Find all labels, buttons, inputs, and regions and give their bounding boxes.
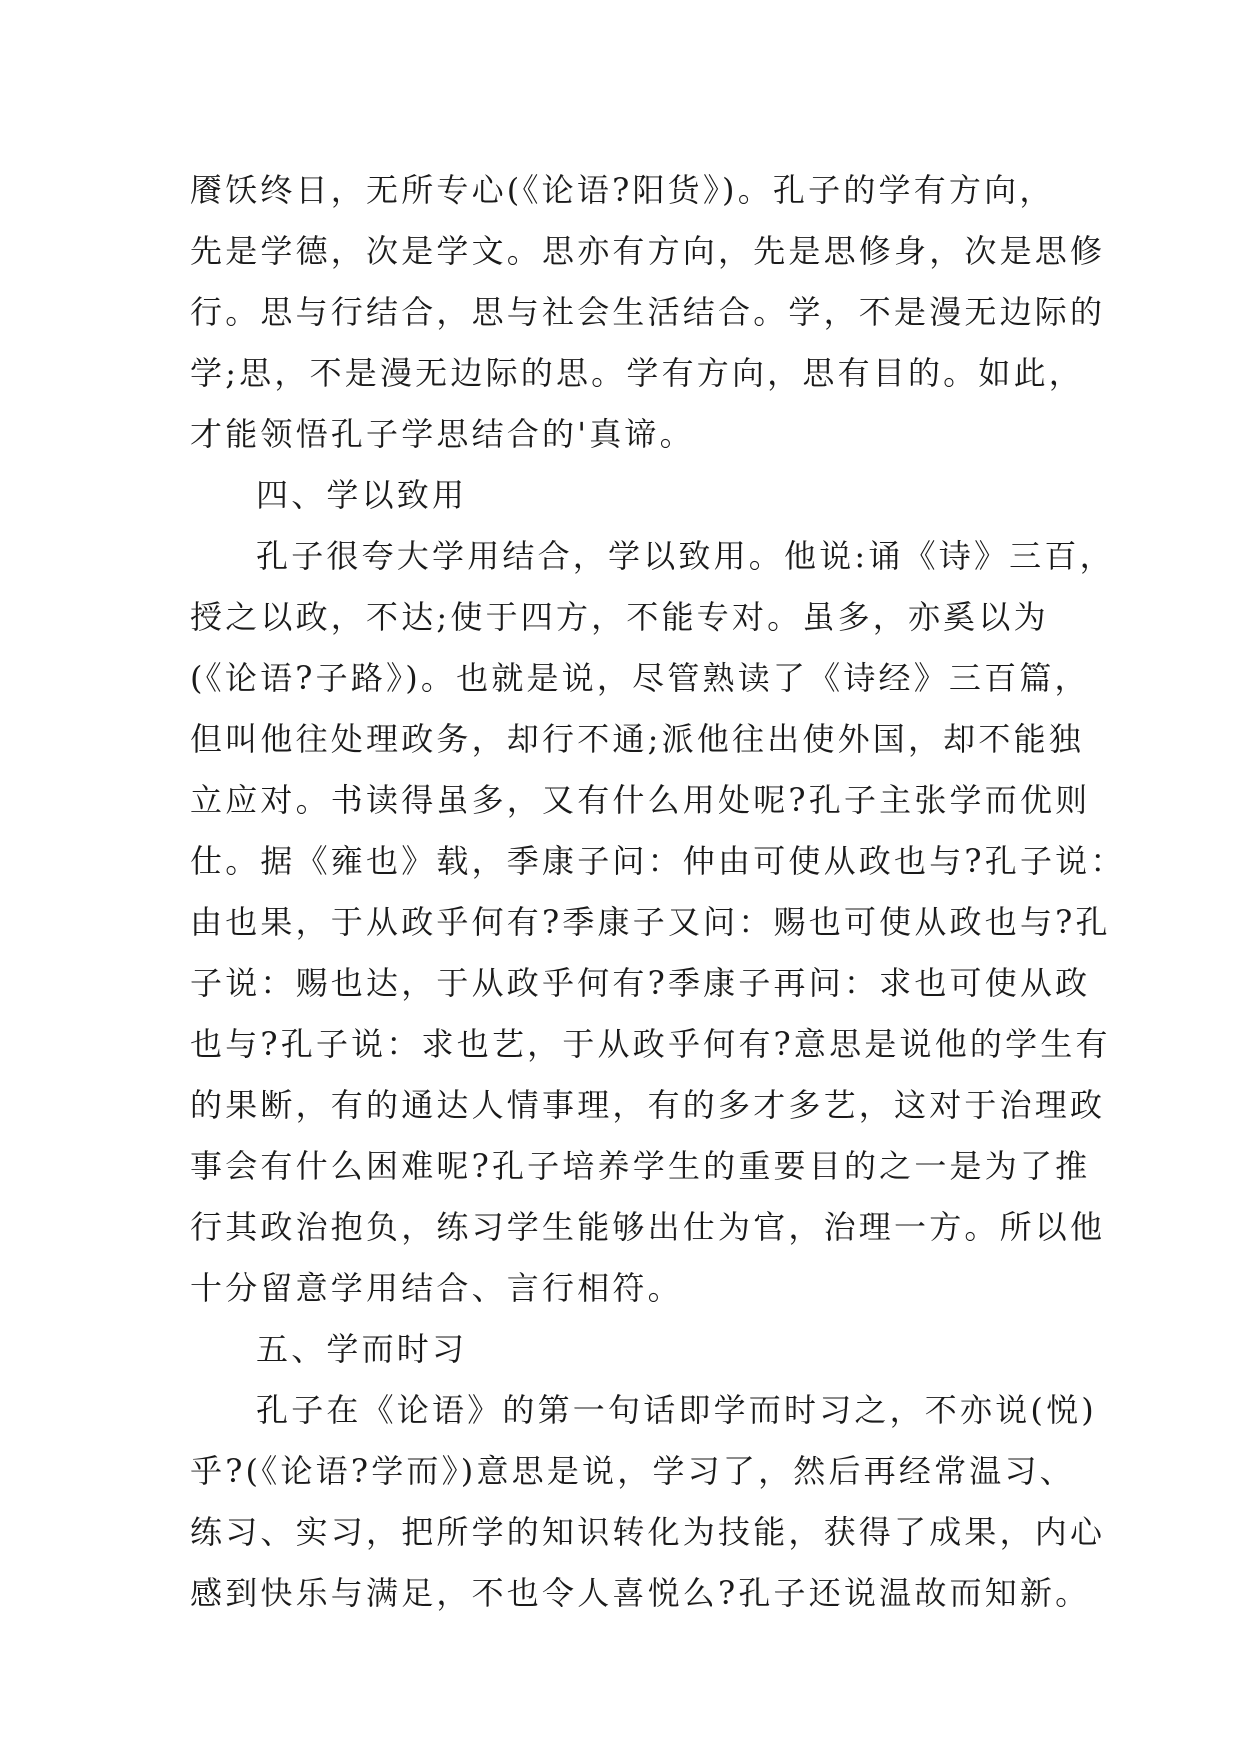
section-heading: 四、学以致用: [256, 476, 468, 514]
text-line: 也与?孔子说：求也艺，于从政乎何有?意思是说他的学生有: [190, 1025, 1111, 1063]
text-line: 乎?(《论语?学而》)意思是说，学习了，然后再经常温习、: [190, 1452, 1075, 1490]
text-line: 的果断，有的通达人情事理，有的多才多艺，这对于治理政: [190, 1086, 1106, 1124]
paragraph-start: 孔子很夸大学用结合，学以致用。他说:诵《诗》三百，: [256, 537, 1115, 575]
text-line: 十分留意学用结合、言行相符。: [190, 1269, 683, 1307]
text-line: 立应对。书读得虽多，又有什么用处呢?孔子主张学而优则: [190, 781, 1091, 819]
text-line: 授之以政，不达;使于四方，不能专对。虽多，亦奚以为: [190, 598, 1049, 636]
section-heading: 五、学而时习: [256, 1330, 468, 1368]
text-line: 练习、实习，把所学的知识转化为技能，获得了成果，内心: [190, 1513, 1106, 1551]
text-line: 感到快乐与满足，不也令人喜悦么?孔子还说温故而知新。: [190, 1574, 1091, 1612]
paragraph-start: 孔子在《论语》的第一句话即学而时习之，不亦说(悦): [256, 1391, 1097, 1429]
text-line: (《论语?子路》)。也就是说，尽管熟读了《诗经》三百篇，: [190, 659, 1090, 697]
text-line: 行其政治抱负，练习学生能够出仕为官，治理一方。所以他: [190, 1208, 1106, 1246]
body-text: [190, 160, 1126, 1624]
text-line: 仕。据《雍也》载，季康子问：仲由可使从政也与?孔子说：: [190, 842, 1126, 880]
text-line: 行。思与行结合，思与社会生活结合。学，不是漫无边际的: [190, 293, 1106, 331]
text-line: 但叫他往处理政务，却行不通;派他往出使外国，却不能独: [190, 720, 1084, 758]
text-line: 事会有什么困难呢?孔子培养学生的重要目的之一是为了推: [190, 1147, 1091, 1185]
text-line: 子说：赐也达，于从政乎何有?季康子再问：求也可使从政: [190, 964, 1091, 1002]
text-line: 才能领悟孔子学思结合的'真谛。: [190, 415, 695, 453]
text-line: 由也果，于从政乎何有?季康子又问：赐也可使从政也与?孔: [190, 903, 1111, 941]
text-line: 先是学德，次是学文。思亦有方向，先是思修身，次是思修: [190, 232, 1106, 270]
text-line: 餍饫终日，无所专心(《论语?阳货》)。孔子的学有方向，: [190, 171, 1055, 209]
text-line: 学;思，不是漫无边际的思。学有方向，思有目的。如此，: [190, 354, 1084, 392]
